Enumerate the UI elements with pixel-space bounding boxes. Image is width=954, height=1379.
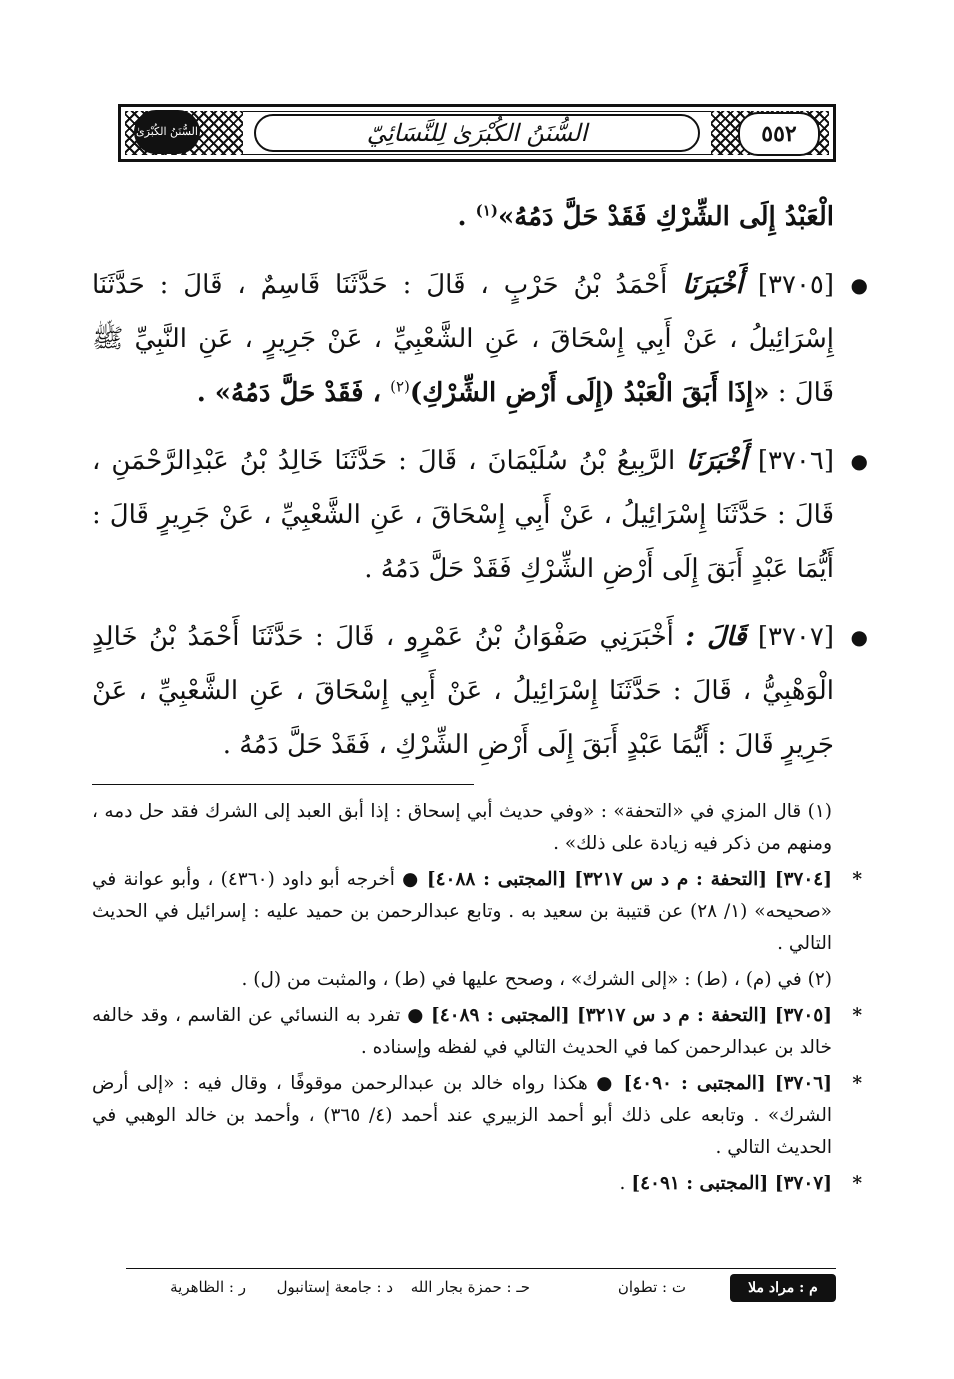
manuscript-key <box>126 1270 836 1308</box>
running-title: السُّنَنُ الكُبْرَىٰ لِلنَّسَائِيّ <box>254 114 700 152</box>
narration-marker: قَالَ : <box>685 622 747 652</box>
takhrij-note: * [٣٧٠٤] [التحفة : م د س ٣٢١٧] [المجتبى : ٤٠٨٨] ● أخرجه أبو داود (٤٣٦٠) ، وأبو عوانة في «صحيحه» (١/ ٢٨) عن قتيبة بن سعيد به . وتابع عبدالرحمن بن حميد عليه : إسرائيل في الحديث التالي . <box>92 864 832 960</box>
takhrij-note: * [٣٧٠٧] [المجتبى : ٤٠٩١] . <box>92 1168 832 1200</box>
hadith-number: [٣٧٠٧] <box>757 622 834 652</box>
continuation-line: الْعَبْدُ إِلَى الشِّرْكِ فَقَدْ حَلَّ دَمُهُ»$^{(١)}$ . <box>457 201 834 232</box>
footnotes <box>92 796 862 1204</box>
star-icon: * <box>852 1005 862 1026</box>
footnote-separator <box>92 784 474 785</box>
manuscript-key-item: د : جامعة إستانبول <box>276 1278 393 1296</box>
footnote-2: (٢) في (م) ، (ط) : «إلى الشرك» ، وصحح عليها في (ط) ، والمثبت من (ل) . <box>241 969 832 990</box>
bullet-icon: ● <box>850 273 868 297</box>
star-icon: * <box>852 1173 862 1194</box>
takhrij-note: * [٣٧٠٥] [التحفة : م د س ٣٢١٧] [المجتبى : ٤٠٨٩] ● تفرد به النسائي عن القاسم ، وقد خالفه خالد بن عبدالرحمن كما في الحديث التالي في لفظه وإسناده . <box>92 1000 832 1064</box>
book-seal-logo: السُّنَنُ الكُبْرَىٰ <box>134 110 200 154</box>
bullet-icon: ● <box>850 625 868 649</box>
narration-marker: أَخْبَرَنَا <box>682 270 743 300</box>
star-icon: * <box>852 1073 862 1094</box>
page-number: ٥٥٢ <box>738 112 820 156</box>
footer-rule <box>126 1268 836 1269</box>
page-header <box>118 104 836 162</box>
hadith-number: [٣٧٠٦] <box>757 446 834 476</box>
hadith-entry: ● [٣٧٠٥] أَخْبَرَنَا أَحْمَدُ بْنُ حَرْبٍ ، قَالَ : حَدَّثَنَا قَاسِمٌ ، قَالَ : حَدَّثَنَا إِسْرَائِيلُ ، عَنْ أَبِي إِسْحَاقَ ، عَنِ الشَّعْبِيِّ ، عَنْ جَرِيرٍ ، عَنِ النَّبِيِّ ﷺ قَالَ : «إِذَا أَبَقَ الْعَبْدُ (إِلَى أَرْضِ الشِّرْكِ)$^{(٢)}$ ، فَقَدْ حَلَّ دَمُهُ» . <box>92 258 834 420</box>
hadith-entry: ● [٣٧٠٦] أَخْبَرَنَا الرَّبِيعُ بْنُ سُلَيْمَانَ ، قَالَ : حَدَّثَنَا خَالِدُ بْنُ عَبْدِالرَّحْمَنِ ، قَالَ : حَدَّثَنَا إِسْرَائِيلُ ، عَنْ أَبِي إِسْحَاقَ ، عَنِ الشَّعْبِيِّ ، عَنْ جَرِيرٍ قَالَ : أَيُّمَا عَبْدٍ أَبَقَ إِلَى أَرْضِ الشِّرْكِ فَقَدْ حَلَّ دَمُهُ . <box>92 434 834 596</box>
manuscript-badge: م : مراد ملا <box>730 1274 836 1302</box>
manuscript-key-item: ت : تطوان <box>617 1278 686 1296</box>
footnote-1: (١) قال المزي في «التحفة» : «وفي حديث أبي إسحاق : إذا أبق العبد إلى الشرك فقد حل دمه ، ومنهم من ذكر فيه زيادة على ذلك» . <box>92 801 832 854</box>
bullet-icon: ● <box>850 449 868 473</box>
narration-marker: أَخْبَرَنَا <box>686 446 747 476</box>
hadith-number: [٣٧٠٥] <box>757 270 835 300</box>
star-icon: * <box>852 869 862 890</box>
main-text <box>92 190 868 772</box>
manuscript-key-item: حـ : حمزة بجار الله <box>410 1278 530 1296</box>
hadith-entry: ● [٣٧٠٧] قَالَ : أَخْبَرَنِي صَفْوَانُ بْنُ عَمْرٍو ، قَالَ : حَدَّثَنَا أَحْمَدُ بْنُ خَالِدٍ الْوَهْبِيُّ ، قَالَ : حَدَّثَنَا إِسْرَائِيلُ ، عَنْ أَبِي إِسْحَاقَ ، عَنِ الشَّعْبِيِّ ، عَنْ جَرِيرٍ قَالَ : أَيُّمَا عَبْدٍ أَبَقَ إِلَى أَرْضِ الشِّرْكِ ، فَقَدْ حَلَّ دَمُهُ . <box>92 610 834 772</box>
manuscript-key-item: ر : الظاهرية <box>170 1278 246 1296</box>
takhrij-note: * [٣٧٠٦] [المجتبى : ٤٠٩٠] ● هكذا رواه خالد بن عبدالرحمن موقوفًا ، وقال فيه : «إلى أرض الشرك» . وتابعه على ذلك أبو أحمد الزبيري عند أحمد (٤/ ٣٦٥) ، وأحمد بن خالد الوهبي في الحديث التالي . <box>92 1068 832 1164</box>
